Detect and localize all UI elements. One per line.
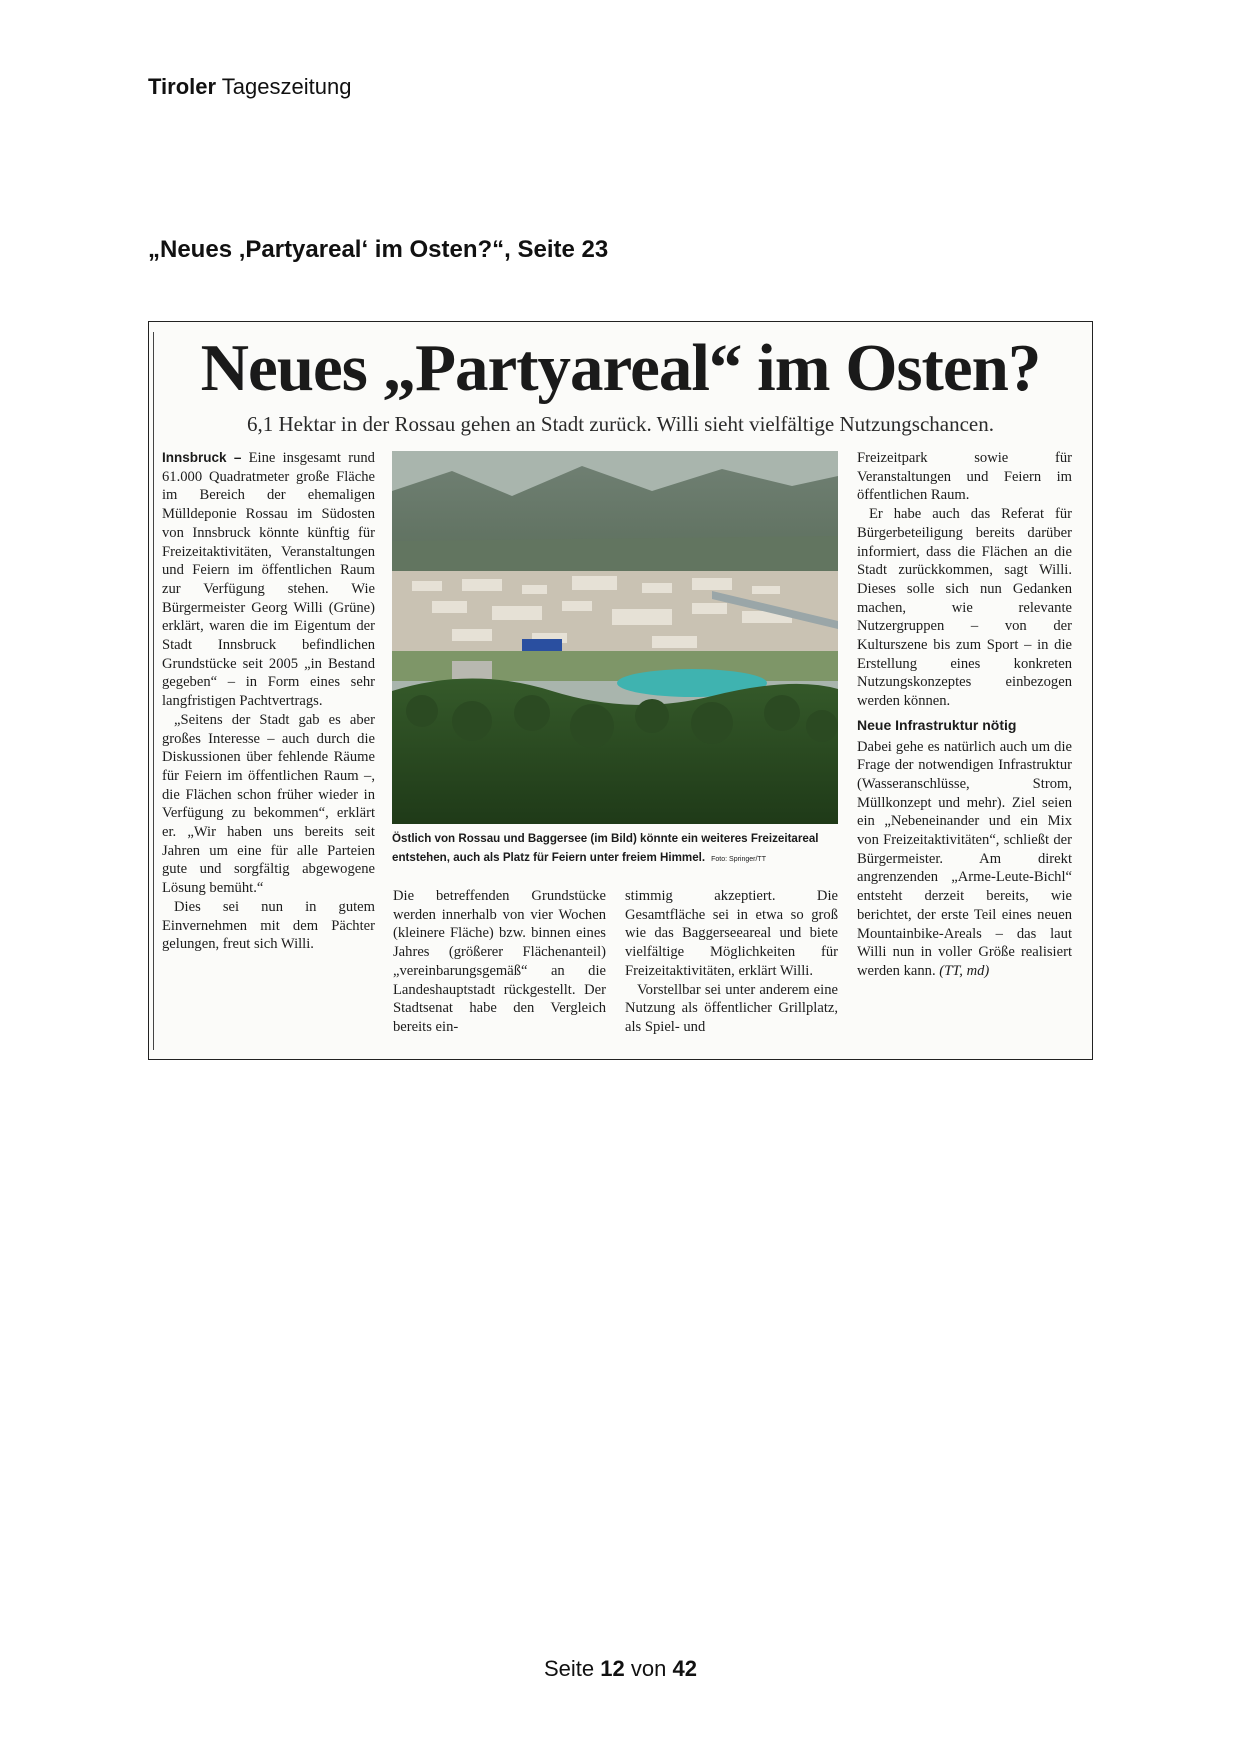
section-subheading: Neue Infrastruktur nötig xyxy=(857,716,1017,733)
dateline: Innsbruck – xyxy=(162,450,242,465)
footer-prefix: Seite xyxy=(544,1656,595,1681)
text-column-3 xyxy=(625,887,838,1037)
paragraph: Eine insgesamt rund 61.000 Quadratmeter große Fläche im Bereich der ehemaligen Mülldeponie Rossau im Südosten von Innsbruck könnte künftig für Freizeitaktivitäten, Veranstaltungen und Feiern im öffentlichen Raum zur Verfügung stehen. Wie Bürgermeister Georg Willi (Grüne) erklärt, waren die im Eigentum der Stadt Innsbruck befindlichen Grundstücke seit 2005 „in Bestand gegeben“ – in Form eines sehr langfristigen Pachtvertrags. xyxy=(162,450,375,710)
left-rule xyxy=(153,332,154,1050)
caption-text: Östlich von Rossau und Baggersee (im Bild) könnte ein weiteres Freizeitareal entstehen, auch als Platz für Feiern unter freiem Himmel. xyxy=(392,832,819,864)
masthead-brand-rest: Tageszeitung xyxy=(221,74,352,99)
page-title: „Neues ‚Partyareal‘ im Osten?“, Seite 23 xyxy=(148,236,609,263)
landscape-photo-illustration xyxy=(392,451,838,824)
byline: (TT, md) xyxy=(939,962,990,979)
photo-caption xyxy=(392,829,840,869)
photo-credit: Foto: Springer/TT xyxy=(711,856,766,863)
paragraph: Freizeitpark sowie für Veranstaltungen und Feiern im öffentlichen Raum. xyxy=(857,450,1072,504)
text-column-4 xyxy=(857,449,1072,981)
paragraph: Vorstellbar sei unter anderem eine Nutzung als öffentlicher Grillplatz, als Spiel- und xyxy=(625,981,838,1035)
footer-page-total: 42 xyxy=(672,1656,697,1681)
footer-sep: von xyxy=(630,1656,667,1681)
paragraph: „Seitens der Stadt gab es aber großes Interesse – auch durch die Diskussionen über fehlende Räume für Feiern im öffentlichen Raum –, die Flächen schon früher wieder in Verfügung zu bekommen“, erklärt er. „Wir haben uns bereits seit Jahren um eine für alle Parteien gute und sorgfältig abgewogene Lösung bemüht.“ xyxy=(162,711,375,897)
paragraph: Dies sei nun in gutem Einvernehmen mit dem Pächter gelungen, freut sich Willi. xyxy=(162,898,375,953)
article-headline: Neues „Partyareal“ im Osten? xyxy=(200,331,1041,405)
paragraph: Er habe auch das Referat für Bürgerbeteiligung bereits darüber informiert, dass die Flächen an die Stadt zurückkommen, sagt Willi. Dieses solle sich nun Gedanken machen, wie relevante Nutzergruppen – von der Kulturszene bis zum Sport – in die Erstellung eines konkreten Nutzungskonzeptes einbezogen werden können. xyxy=(857,506,1072,710)
paragraph: Die betreffenden Grundstücke werden innerhalb von vier Wochen (kleinere Fläche) bzw. binnen eines Jahres (größerer Flächenanteil) „vereinbarungsgemäß“ an die Landeshauptstadt rückgestellt. Der Stadtsenat habe den Vergleich bereits ein- xyxy=(393,888,606,1035)
paragraph: Dabei gehe es natürlich auch um die Frage der notwendigen Infrastruktur (Wasseranschlüsse, Strom, Müllkonzept und mehr). Ziel seien ein „Nebeneinander und ein Mix von Freizeitaktivitäten“, schließt der Bürgermeister. Am direkt angrenzenden „Arme-Leute-Bichl“ entsteht derzeit bereits, wie berichtet, der erste Teil eines neuen Mountainbike-Areals – das laut Willi nun in voller Größe realisiert werden kann. xyxy=(857,738,1072,979)
masthead-brand-bold: Tiroler xyxy=(148,74,217,99)
article-clipping xyxy=(148,321,1093,1060)
article-subheadline: 6,1 Hektar in der Rossau gehen an Stadt zurück. Willi sieht vielfältige Nutzungschancen. xyxy=(247,412,994,436)
footer-page-number: 12 xyxy=(600,1656,625,1681)
paragraph: stimmig akzeptiert. Die Gesamtfläche sei in etwa so groß wie das Baggerseeareal und biete vielfältige Möglichkeiten für Freizeitaktivitäten, erklärt Willi. xyxy=(625,888,838,979)
masthead xyxy=(148,74,351,100)
page-footer xyxy=(0,1656,1241,1682)
article-photo xyxy=(392,451,838,824)
text-column-2 xyxy=(393,887,606,1037)
text-column-1 xyxy=(162,449,375,954)
